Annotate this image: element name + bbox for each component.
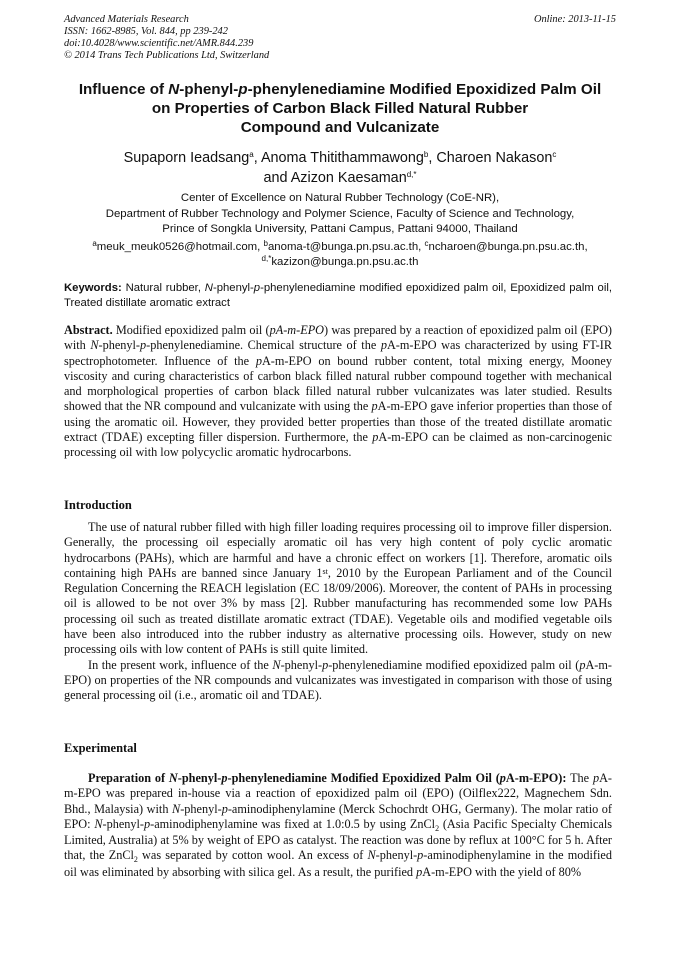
experimental-heading: Experimental xyxy=(64,741,137,755)
introduction-body xyxy=(64,520,612,704)
keywords: Keywords: Natural rubber, N-phenyl-p-phenylenediamine modified epoxidized palm oil, Epoxidized palm oil, Treated distillate aromatic extract xyxy=(64,282,613,309)
paper-title xyxy=(40,80,640,137)
journal-name: Advanced Materials Research xyxy=(64,14,189,25)
journal-header xyxy=(64,14,616,62)
experimental-body xyxy=(64,771,612,880)
copyright-line: © 2014 Trans Tech Publications Ltd, Switzerland xyxy=(64,50,270,61)
title-line-1: Influence of N-phenyl-p-phenylenediamine Modified Epoxidized Palm Oil xyxy=(78,81,602,98)
doi-line: doi:10.4028/www.scientific.net/AMR.844.239 xyxy=(64,38,254,49)
abstract: Abstract. Modified epoxidized palm oil (pA-m-EPO) was prepared by a reaction of epoxidized palm oil (EPO) with N-phenyl-p-phenylenediamine. Chemical structure of the pA-m-EPO was characterized by using FT-IR spectrophotometer. Influence of the pA-m-EPO on bound rubber content, total mixing energy, Mooney viscosity and curing characteristics of carbon black filled natural rubber compound together with mechanical and morphological properties of carbon black filled natural rubber vulcanizates was later studied. Results showed that the NR compound and vulcanizate with using the pA-m-EPO gave inferior properties than those of using the aromatic oil. However, they provided better properties than those of the treated distillate aromatic extract (TDAE) excepting filler dispersion. Furthermore, the pA-m-EPO can be claimed as non-carcinogenic processing oil with low polycyclic aromatic hydrocarbons. xyxy=(64,323,612,460)
intro-paragraph-2: In the present work, influence of the N-phenyl-p-phenylenediamine modified epoxidized palm oil (pA-m-EPO) on properties of the NR compounds and vulcanizates was investigated in comparison with those of using general processing oil (i.e., aromatic oil and TDAE). xyxy=(64,657,612,703)
experimental-paragraph-1: Preparation of N-phenyl-p-phenylenediamine Modified Epoxidized Palm Oil (pA-m-EPO): The pA-m-EPO was prepared in-house via a reaction of epoxidized palm oil (EPO) (Oilflex222, Magnechem Sdn. Bhd., Malaysia) with N-phenyl-p-aminodiphenylamine (Merck Schochrdt OHG, Germany). The molar ratio of EPO: N-phenyl-p-aminodiphenylamine was fixed at 1.0:0.5 by using ZnCl$_2$ (Asia Pacific Specialty Chemicals Limited, Australia) at 5% by weight of EPO as catalyst. The reaction was done by reflux at 100°C for 5 h. After that, the ZnCl$_2$ was separated by cotton wool. An excess of N-phenyl-p-aminodiphenylamine in the modified oil was eliminated by absorbing with silica gel. As a result, the purified pA-m-EPO with the yield of 80% xyxy=(64,771,613,879)
issn-line: ISSN: 1662-8985, Vol. 844, pp 239-242 xyxy=(64,26,228,37)
affiliation: Center of Excellence on Natural Rubber Technology (CoE-NR), Department of Rubber Technology and Polymer Science, Faculty of Science and Technology, Prince of Songkla University, Pattani Campus, Pattani 94000, Thailand xyxy=(105,192,575,235)
author-list: Supaporn Ieadsang$^a$, Anoma Thitithammawong$^b$, Charoen Nakason$^c$ and Azizon Kaesaman$^{d,*}$ xyxy=(123,150,557,186)
subsection-heading: Preparation of N-phenyl-p-phenylenediamine Modified Epoxidized Palm Oil (pA-m-EPO): xyxy=(88,771,567,785)
title-line-2: on Properties of Carbon Black Filled Natural Rubber xyxy=(151,100,529,117)
intro-paragraph-1: The use of natural rubber filled with high filler loading requires processing oil to improve filler dispersion. Generally, the processing oil especially aromatic oil has very high content of poly cyclic aromatic hydrocarbons (PAHs), which are harmful and have a chronic effect on workers [1]. Therefore, aromatic oils containing high PAHs are banned since January 1st, 2010 by the European Parliament and of the Council Regulation Concerning the REACH legislation (EC 18/09/2006). Moreover, the content of PAHs in processing oil is allowed to be not over 3% by mass [2]. Rubber manufacturing has recommended some low PAHs processing oil such as treated distillate aromatic extract (TDAE). Vegetable oils and modified vegetable oils have been also introduced into the rubber industry as alternative processing oils. However, study on new processing oils with low content of PAHs is still quite limited. xyxy=(64,520,612,657)
author-emails: $^a$meuk_meuk0526@hotmail.com, $^b$anoma-t@bunga.pn.psu.ac.th, $^c$ncharoen@bunga.pn.psu.ac.th, $^{d,*}$kazizon@bunga.pn.psu.ac.th xyxy=(92,239,588,268)
online-date: Online: 2013-11-15 xyxy=(533,14,616,25)
title-line-3: Compound and Vulcanizate xyxy=(240,119,440,136)
introduction-heading: Introduction xyxy=(64,498,132,512)
